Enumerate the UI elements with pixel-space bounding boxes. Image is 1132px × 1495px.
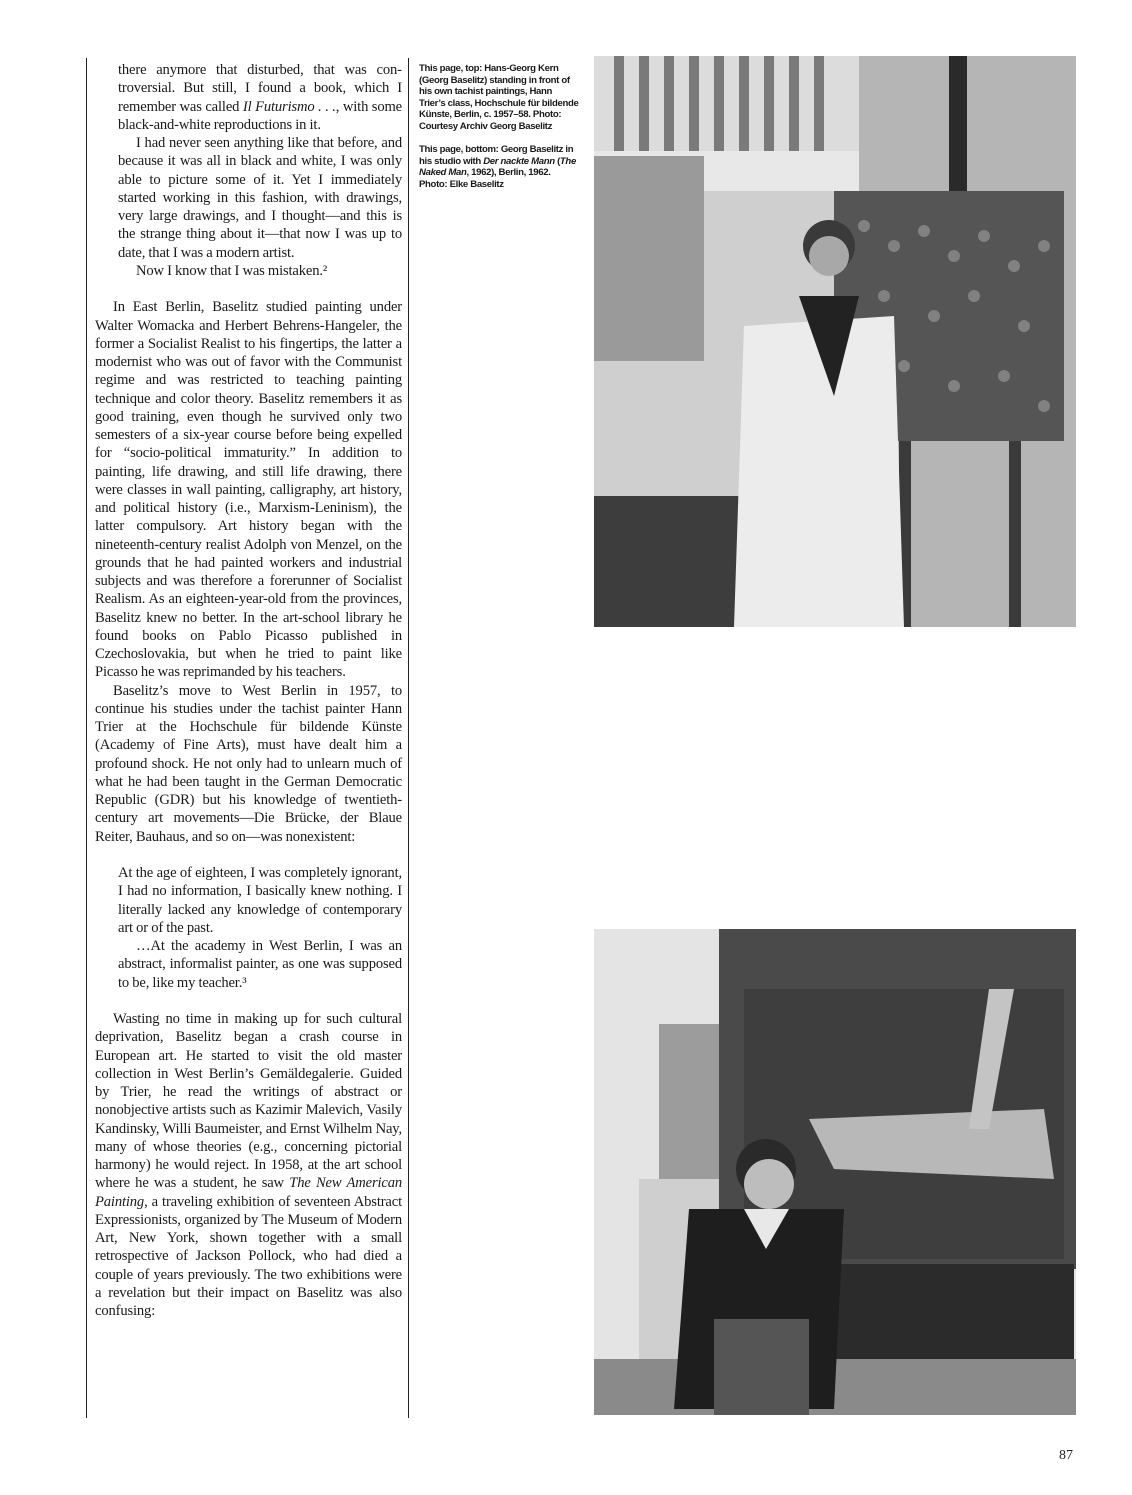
photo-top — [594, 56, 1076, 627]
quote-paragraph: At the age of eighteen, I was completely ignorant, I had no information, I basically knew nothing. I literally lacked any knowledge of contemporary art or of the past. — [118, 865, 402, 936]
italic-title: Il Futurismo . . . — [242, 98, 336, 115]
text-run: ( — [554, 155, 560, 167]
text-run: This page, bottom: Georg Baselitz in his studio with — [419, 144, 574, 167]
text-run: , a traveling exhibition of seventeen Abstract Expressionists, organized by The Museum of Modern Art, New York, shown together with a small retrospective of Jackson Pollock, who had died a couple of years previously. The two exhibitions were a revelation but their impact on Baselitz was also confusing: — [95, 1193, 402, 1319]
text-run: there anymore that disturbed, that was controversial. But still, I found a book, which I remember was called — [118, 62, 402, 115]
photo-baselitz-seated-with-painting-icon — [594, 929, 1076, 1415]
italic-title: The New American Painting — [95, 1175, 402, 1210]
quote-paragraph: I had never seen anything like that before, and because it was all in black and white, I was only able to picture some of it. Yet I immediately started working in this fashion, with drawings, very large drawings, and I thought—and this is the strange thing about it—that now I was up to date, that I was a modern artist. — [118, 135, 402, 261]
quote-paragraph: Now I know that I was mistaken.² — [136, 262, 328, 279]
photo-bottom — [594, 929, 1076, 1415]
block-quote-1 — [95, 61, 402, 280]
caption-top: This page, top: Hans-Georg Kern (Georg Baselitz) standing in front of his own tachist paintings, Hann Trier’s class, Hochschule für bildende Künste, Berlin, c. 1957–58. Photo: Courtesy Archiv Georg Baselitz — [419, 63, 579, 132]
quote-paragraph — [118, 61, 402, 134]
paragraph — [95, 1010, 402, 1320]
photo-baselitz-at-easel-icon — [594, 56, 1076, 627]
photo-captions — [419, 63, 579, 202]
article-text — [95, 61, 402, 1320]
block-quote-2 — [95, 864, 402, 992]
text-run: , with some black-and-white reproductions in it. — [118, 98, 403, 133]
paragraph: In East Berlin, Baselitz studied painting under Walter Womacka and Herbert Behrens-Hangeler, the former a Socialist Realist to his fingertips, the latter a modernist who was out of favor with the Communist regime and was restricted to teaching painting technique and color theory. Baselitz remembers it as good training, even though he survived only two semesters of a six-year course before being expelled for “socio-political immaturity.” In addition to painting, life drawing, and still life drawing, there were classes in wall painting, calligraphy, art history, and political history (i.e., Marxism-Leninism), the latter compulsory. Art history began with the nineteenth-century realist Adolph von Menzel, on the grounds that he had painted workers and industrial subjects and was therefore a forerunner of Socialist Realism. As an eighteen-year-old from the provinces, Baselitz knew no better. In the art-school library he found books on Pablo Picasso published in Czechoslovakia, but when he tried to paint like Picasso he was reprimanded by his teachers. — [95, 299, 402, 681]
paragraph: Baselitz’s move to West Berlin in 1957, to continue his studies under the tachist painter Hann Trier at the Hochschule für bildende Künste (Academy of Fine Arts), must have dealt him a profound shock. He not only had to unlearn much of what he had been taught in the German Democratic Republic (GDR) but his knowledge of twentieth-century art movements—Die Brücke, der Blaue Reiter, Bauhaus, and so on—was nonexistent: — [95, 682, 402, 845]
quote-paragraph: …At the academy in West Berlin, I was an abstract, informalist painter, as one was supposed to be, like my teacher.³ — [118, 938, 402, 991]
text-run: Wasting no time in making up for such cultural deprivation, Baselitz began a crash course in European art. He started to visit the old master collection in West Berlin’s Gemäldegalerie. Guided by Trier, he read the writings of abstract or nonobjective artists such as Kazimir Malevich, Vasily Kandinsky, Willi Baumeister, and Ernst Wilhelm Nay, many of whose theories (e.g., concerning pictorial harmony) he would reject. In 1958, at the art school where he was a student, he saw — [95, 1011, 402, 1192]
italic-title: Der nackte Mann — [483, 155, 555, 167]
text-run: , 1962), Berlin, 1962. Photo: Elke Baselitz — [419, 167, 551, 190]
caption-bottom — [419, 144, 579, 190]
italic-title: The Naked Man — [419, 155, 576, 179]
page-number: 87 — [1059, 1448, 1073, 1463]
body-text-column — [86, 58, 409, 1418]
